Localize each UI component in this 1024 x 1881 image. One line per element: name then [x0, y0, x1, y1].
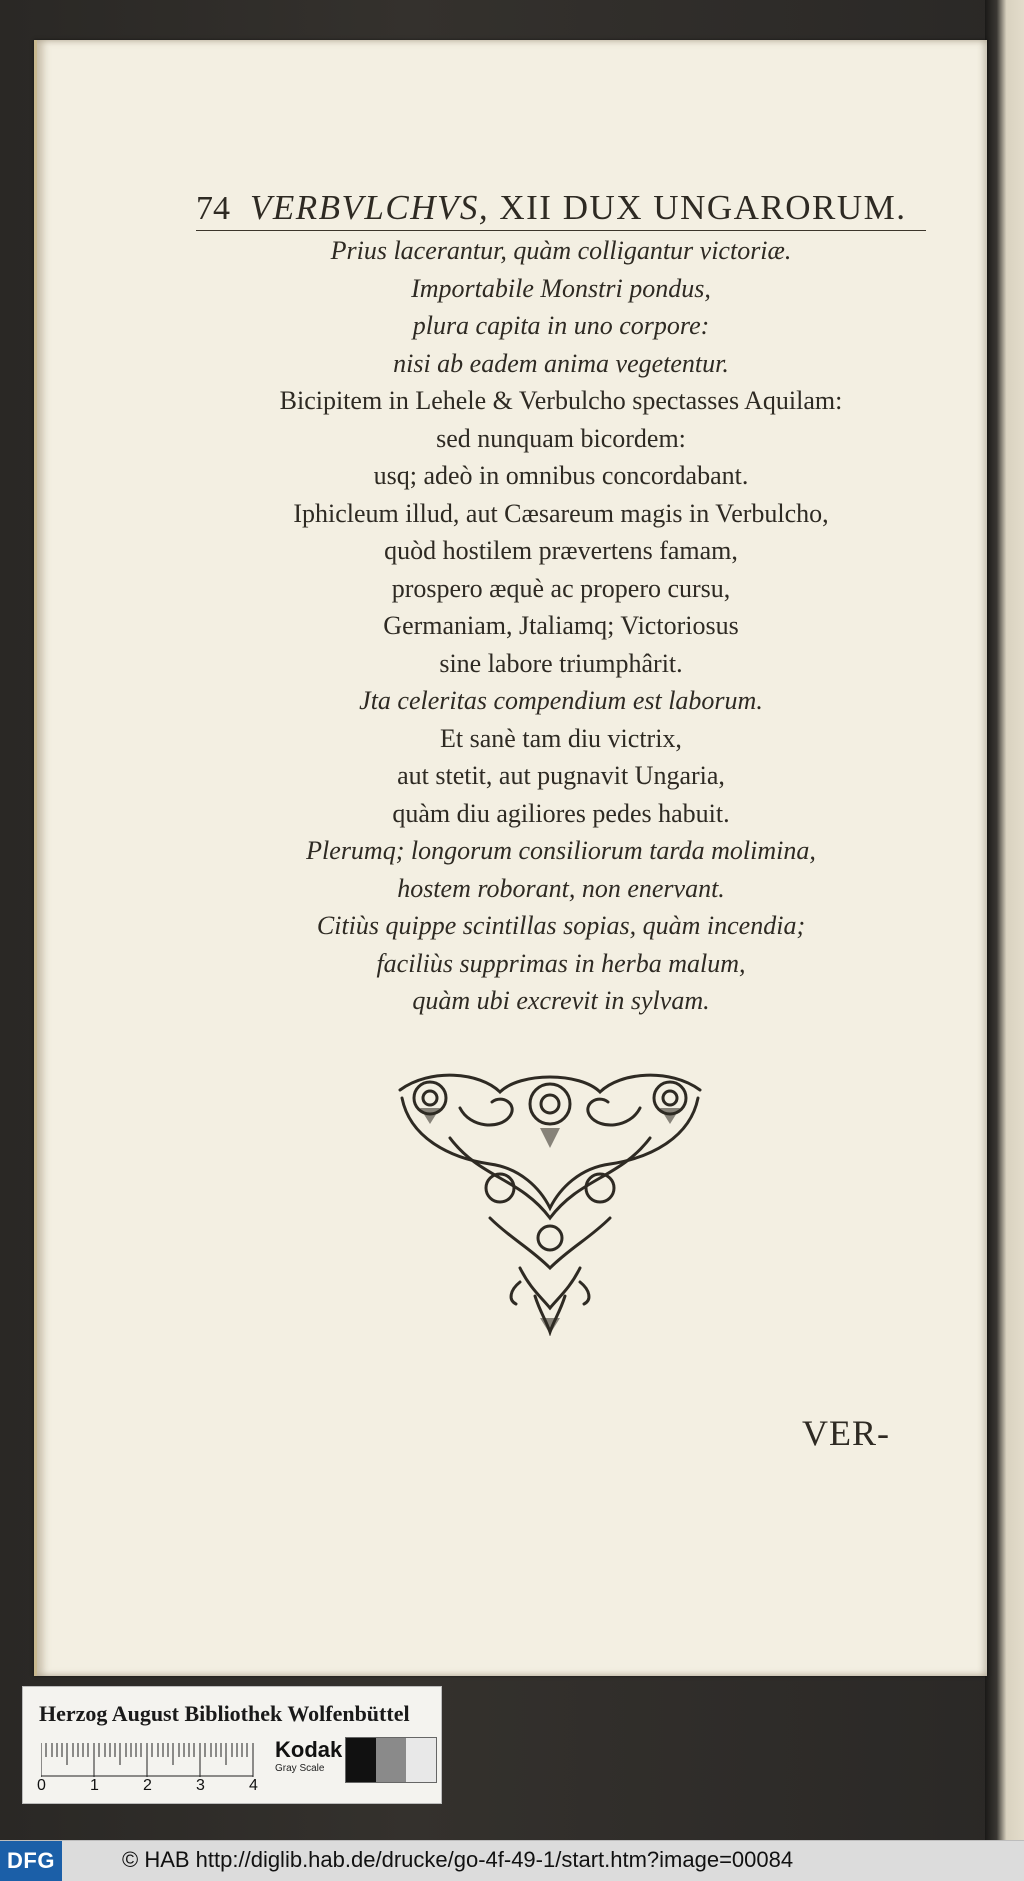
kodak-brand: Kodak: [275, 1737, 343, 1762]
text-line: sine labore triumphârit.: [439, 648, 683, 678]
gray-patch-black: [346, 1738, 376, 1782]
text-line: Bicipitem in Lehele & Verbulcho spectasses Aquilam:: [279, 386, 843, 415]
facing-page-edge: [985, 0, 1024, 1840]
gray-patch-light: [406, 1738, 436, 1782]
text-line: Jta celeritas compendium est laborum.: [359, 686, 763, 715]
dfg-logo: DFG: [0, 1841, 62, 1881]
gray-patch-mid: [376, 1738, 406, 1782]
gray-patches: [345, 1737, 437, 1783]
running-head-roman: XII DUX UNGARORUM.: [489, 188, 907, 227]
text-line: Importabile Monstri pondus,: [411, 273, 711, 303]
text-line: Germaniam, Jtaliamq; Victoriosus: [383, 611, 739, 640]
text-line: aut stetit, aut pugnavit Ungaria,: [397, 761, 725, 790]
page-text: [196, 232, 926, 1020]
scale-number: 2: [143, 1777, 152, 1794]
text-line: prospero æquè ac propero cursu,: [391, 573, 731, 603]
text-line: usq; adeò in omnibus concordabant.: [373, 461, 749, 490]
scale-number: 0: [37, 1777, 46, 1794]
text-line: Iphicleum illud, aut Cæsareum magis in Verbulcho,: [293, 498, 829, 528]
text-line: sed nunquam bicordem:: [436, 423, 686, 453]
gray-scale-label: Gray Scale: [275, 1763, 325, 1774]
text-line: quàm ubi excrevit in sylvam.: [412, 986, 710, 1015]
text-line: nisi ab eadem anima vegetentur.: [393, 348, 729, 378]
text-line: Citiùs quippe scintillas sopias, quàm incendia;: [316, 911, 806, 940]
page-number: 74: [196, 190, 230, 227]
scale-number: 1: [90, 1777, 99, 1794]
text-line: Plerumq; longorum consiliorum tarda molimina,: [306, 836, 816, 865]
catchword: VER-: [802, 1413, 890, 1453]
library-name: Herzog August Bibliothek Wolfenbüttel: [39, 1701, 410, 1726]
copyright-link[interactable]: © HAB http://diglib.hab.de/drucke/go-4f-49-1/start.htm?image=00084: [122, 1847, 794, 1872]
scale-number: 3: [196, 1777, 205, 1794]
running-head: [250, 188, 907, 228]
ruler-scale-icon: [41, 1743, 261, 1777]
color-card: [22, 1686, 442, 1804]
footer-bar: [0, 1840, 1024, 1881]
text-line: hostem roborant, non enervant.: [397, 873, 725, 903]
scale-number: 4: [249, 1777, 258, 1794]
text-line: quàm diu agiliores pedes habuit.: [392, 798, 730, 828]
text-line: faciliùs supprimas in herba malum,: [376, 948, 746, 978]
text-line: Et sanè tam diu victrix,: [440, 723, 682, 753]
text-line: quòd hostilem prævertens famam,: [384, 536, 738, 565]
ornament-vignette-icon: [390, 1068, 710, 1336]
page-header: [196, 188, 926, 231]
text-line: Prius lacerantur, quàm colligantur victoriæ.: [330, 236, 792, 265]
text-line: plura capita in uno corpore:: [412, 311, 710, 340]
running-head-italic: VERBVLCHVS,: [250, 188, 490, 227]
